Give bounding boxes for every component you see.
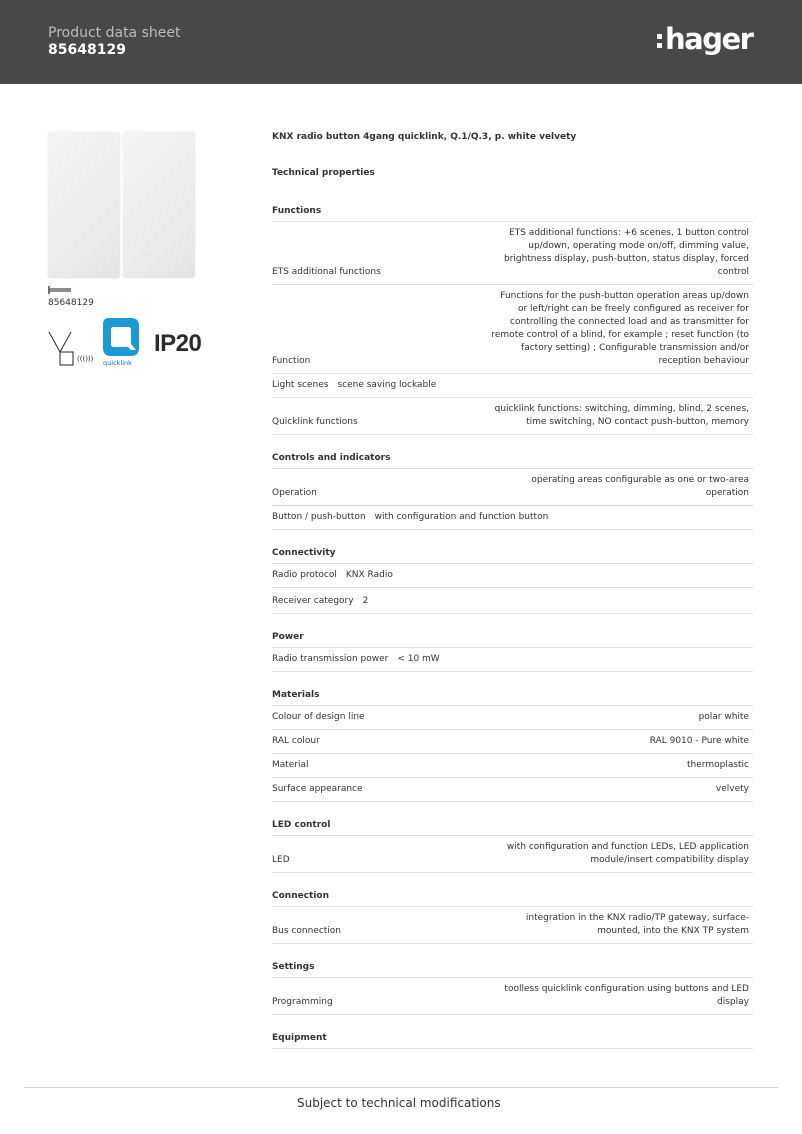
property-label: RAL colour	[272, 736, 320, 746]
property-value: < 10 mW	[397, 654, 440, 664]
property-value: Functions for the push-button operation areas up/down or left/right can be freely configured as receiver for controlling the connected load and as transmitter for remote control of a blind, for example ; reset function (to factory setting) ; Configurable transmission and/or reception behaviour	[491, 291, 749, 366]
rocker-left	[48, 132, 120, 278]
property-value: with configuration and function button	[374, 512, 549, 522]
technical-content	[272, 132, 753, 1049]
property-row	[272, 730, 753, 754]
property-row	[272, 754, 753, 778]
section-functions	[272, 206, 753, 435]
section-title: Equipment	[272, 1033, 753, 1049]
section-title: Controls and indicators	[272, 453, 753, 469]
property-value: polar white	[698, 712, 749, 722]
property-row	[272, 285, 753, 374]
property-value: velvety	[715, 784, 749, 794]
footer-divider	[24, 1087, 778, 1088]
property-label: LED	[272, 855, 290, 865]
hager-logo	[657, 24, 752, 58]
property-label: Material	[272, 760, 309, 770]
property-label: Operation	[272, 488, 317, 498]
property-value: operating areas configurable as one or two-area operation	[531, 475, 749, 498]
radio-antenna-icon	[48, 328, 100, 368]
property-value: 2	[362, 596, 369, 606]
section-equipment	[272, 1033, 753, 1049]
radio-label: ((()))	[77, 355, 94, 363]
section-title: Connectivity	[272, 548, 753, 564]
property-row	[272, 706, 753, 730]
property-value: thermoplastic	[687, 760, 749, 770]
property-value: toolless quicklink configuration using buttons and LED display	[504, 984, 749, 1007]
section-materials	[272, 690, 753, 802]
property-label: Quicklink functions	[272, 417, 358, 427]
property-row	[272, 648, 753, 672]
product-reference: 85648129	[48, 298, 94, 308]
product-image	[48, 132, 195, 279]
property-label: Bus connection	[272, 926, 342, 936]
property-label: Receiver category	[272, 596, 354, 606]
property-label: Button / push-button	[272, 512, 366, 522]
property-row	[272, 222, 753, 285]
section-controls	[272, 453, 753, 530]
property-label: Radio protocol	[272, 570, 337, 580]
property-row	[272, 469, 753, 506]
property-label: Function	[272, 356, 311, 366]
section-led-control	[272, 820, 753, 873]
property-row	[272, 588, 753, 614]
property-value: KNX Radio	[345, 570, 393, 580]
section-title: Power	[272, 632, 753, 648]
section-power	[272, 632, 753, 672]
quicklink-icon	[101, 316, 141, 368]
property-row	[272, 506, 753, 530]
section-title: Settings	[272, 962, 753, 978]
technical-properties-title: Technical properties	[272, 168, 375, 178]
section-connection	[272, 891, 753, 944]
property-label: Programming	[272, 997, 333, 1007]
section-connectivity	[272, 548, 753, 614]
property-value: ETS additional functions: +6 scenes, 1 button control up/down, operating mode on/off, dimming value, brightness display, push-button, status display, forced control	[503, 228, 749, 277]
section-title: LED control	[272, 820, 753, 836]
logo-text: hager	[665, 22, 753, 56]
property-row	[272, 907, 753, 944]
property-value: with configuration and function LEDs, LED application module/insert compatibility display	[506, 842, 749, 865]
ip-rating-badge: IP20	[154, 330, 202, 357]
property-row	[272, 836, 753, 873]
property-row	[272, 564, 753, 588]
property-label: Surface appearance	[272, 784, 363, 794]
property-value: scene saving lockable	[337, 380, 437, 390]
rocker-right	[123, 132, 195, 278]
property-row	[272, 978, 753, 1015]
document-number: 85648129	[48, 42, 126, 58]
property-label: Radio transmission power	[272, 654, 389, 664]
section-title: Materials	[272, 690, 753, 706]
header-bar	[0, 0, 802, 84]
property-label: Light scenes	[272, 380, 329, 390]
property-value: quicklink functions: switching, dimming, blind, 2 scenes, time switching, NO contact push-button, memory	[494, 404, 749, 427]
footer-note: Subject to technical modifications	[297, 1096, 501, 1110]
property-row	[272, 398, 753, 435]
property-label: ETS additional functions	[272, 267, 381, 277]
product-title: KNX radio button 4gang quicklink, Q.1/Q.3, p. white velvety	[272, 132, 577, 142]
property-value: RAL 9010 - Pure white	[649, 736, 749, 746]
scale-bar-icon	[48, 286, 72, 294]
property-row	[272, 778, 753, 802]
logo-dots-icon	[657, 32, 662, 50]
section-settings	[272, 962, 753, 1015]
document-type: Product data sheet	[48, 25, 181, 41]
section-title: Connection	[272, 891, 753, 907]
quicklink-label: quicklink	[103, 359, 132, 367]
section-title: Functions	[272, 206, 753, 222]
property-row	[272, 374, 753, 398]
property-value: integration in the KNX radio/TP gateway, surface-mounted, into the KNX TP system	[525, 913, 749, 936]
property-label: Colour of design line	[272, 712, 365, 722]
